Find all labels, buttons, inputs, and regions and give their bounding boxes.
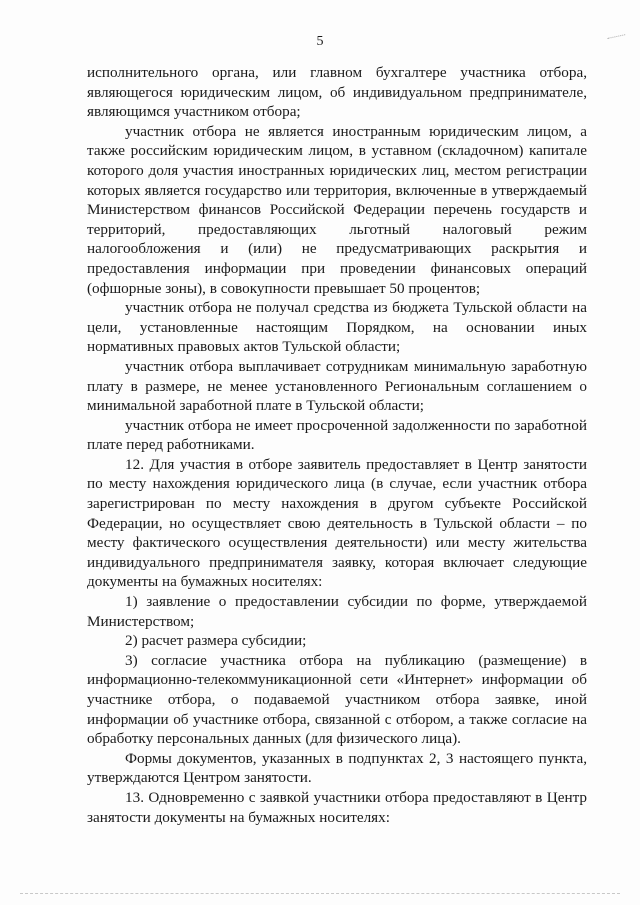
paragraph-wage-arrears: участник отбора не имеет просроченной задолженности по заработной плате перед работниками.: [87, 416, 587, 454]
paragraph-foreign-entity: участник отбора не является иностранным юридическим лицом, а также российским юридическим лицом, в уставном (складочном) капитале которого доля участия иностранных юридических лиц, местом регистрации которых является государство или территория, включенные в утверждаемый Министерством финансов Российской Федерации перечень государств и территорий, предоставляющих льготный налоговый режим налогообложения и (или) не предусматривающих раскрытия и предоставления информации при проведении финансовых операций (офшорные зоны), в совокупности превышает 50 процентов;: [87, 122, 587, 297]
paragraph-budget-funds: участник отбора не получал средства из бюджета Тульской области на цели, установленные настоящим Порядком, на основании иных нормативных правовых актов Тульской области;: [87, 299, 587, 356]
paragraph-continuation: исполнительного органа, или главном бухгалтере участника отбора, являющегося юридическим лицом, об индивидуальном предпринимателе, являющимся участником отбора;: [87, 64, 587, 121]
paragraph-item-3: 3) согласие участника отбора на публикацию (размещение) в информационно-телекоммуникационной сети «Интернет» информации об участнике отбора, о подаваемой участником отбора заявке, иной информации об участнике отбора, связанной с отбором, а также согласие на обработку персональных данных (для физического лица).: [87, 651, 587, 748]
paragraph-clause-13: 13. Одновременно с заявкой участники отбора предоставляют в Центр занятости документы на бумажных носителях:: [87, 788, 587, 826]
paragraph-clause-12: 12. Для участия в отборе заявитель предоставляет в Центр занятости по месту нахождения юридического лица (в случае, если участник отбора зарегистрирован по месту нахождения в другом субъекте Российской Федерации, но осуществляет свою деятельность в Тульской области – по месту фактического осуществления деятельности) или месту жительства индивидуального предпринимателя заявку, которая включает следующие документы на бумажных носителях:: [87, 455, 587, 591]
paragraph-item-2: 2) расчет размера субсидии;: [125, 632, 307, 650]
document-body: [87, 63, 587, 827]
page-number: 5: [316, 34, 324, 49]
paragraph-item-1: 1) заявление о предоставлении субсидии по форме, утверждаемой Министерством;: [87, 593, 587, 630]
paragraph-forms: Формы документов, указанных в подпунктах 2, 3 настоящего пункта, утверждаются Центром занятости.: [87, 749, 587, 787]
paragraph-minimum-wage: участник отбора выплачивает сотрудникам минимальную заработную плату в размере, не менее установленного Региональным соглашением о минимальной заработной плате в Тульской области;: [87, 357, 587, 415]
scan-bottom-line: [20, 893, 620, 894]
